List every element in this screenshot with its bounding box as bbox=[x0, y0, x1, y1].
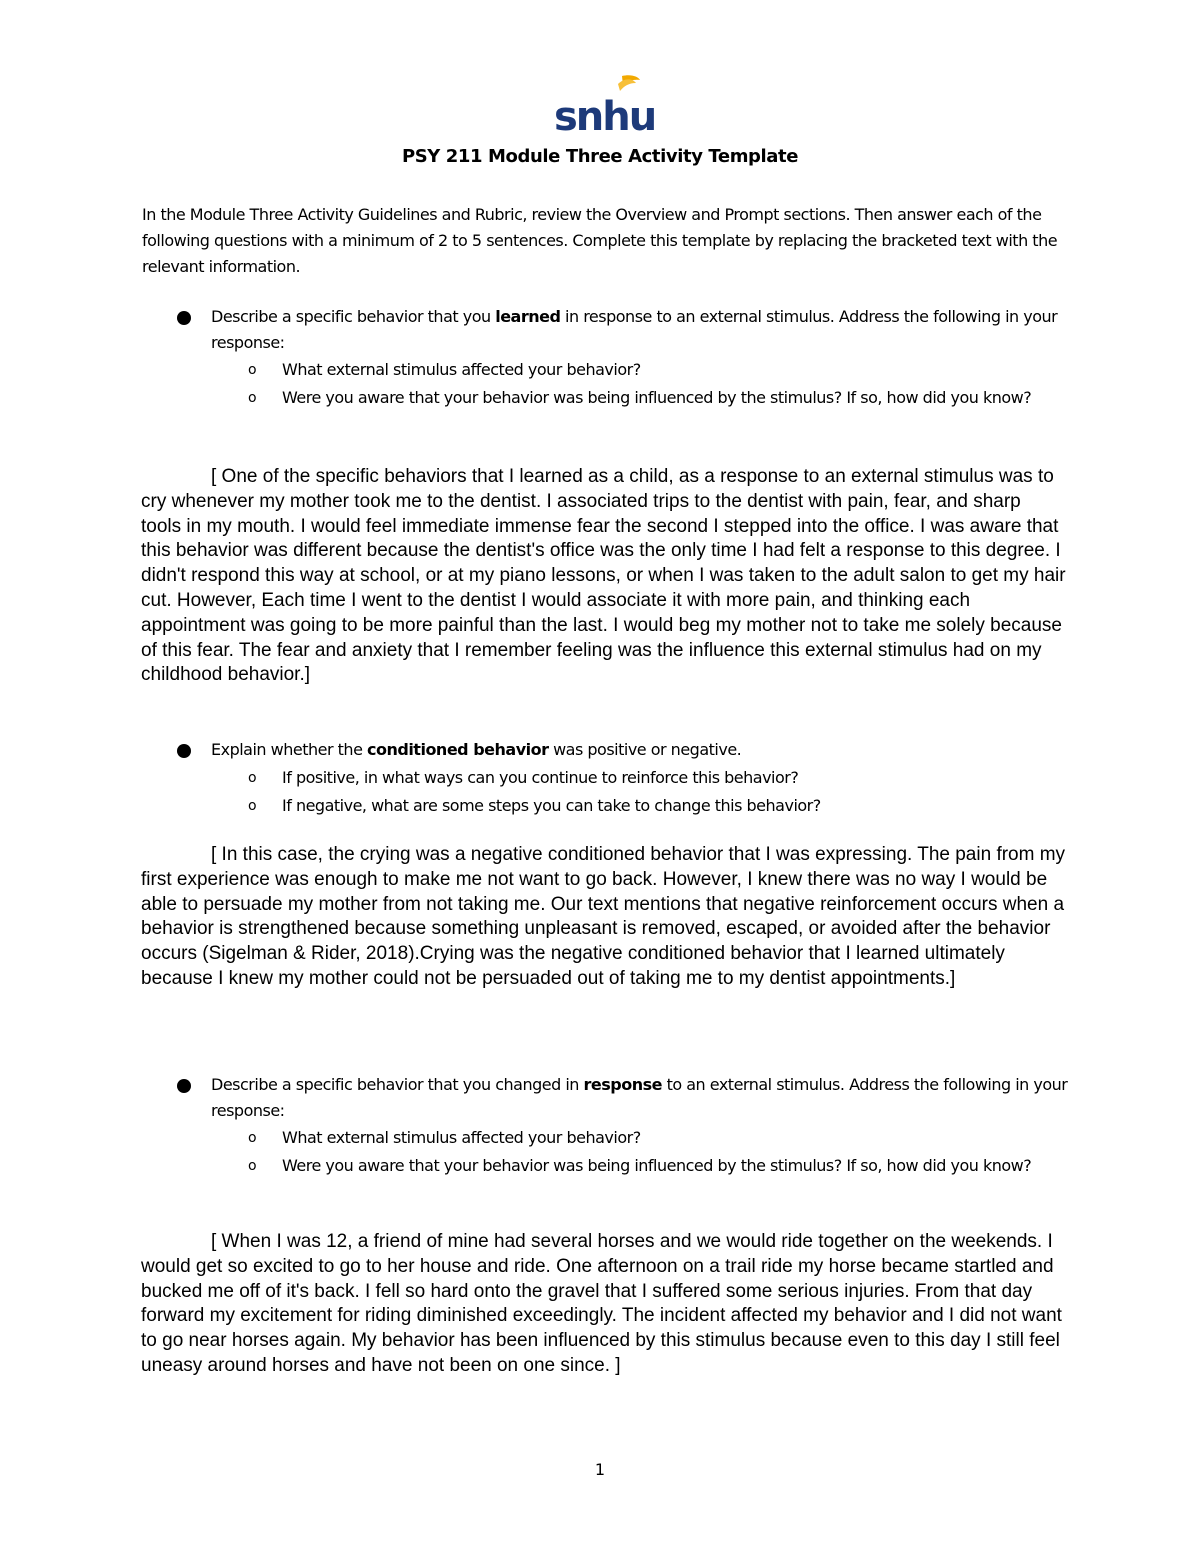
sub-bullet-marker: o bbox=[248, 1130, 257, 1146]
snhu-logo bbox=[552, 72, 656, 140]
sub-bullet-marker: o bbox=[248, 798, 257, 814]
sub-bullet-marker: o bbox=[248, 390, 257, 406]
question-3-sub-2: Were you aware that your behavior was being influenced by the stimulus? If so, how did you know? bbox=[282, 1156, 1032, 1175]
answer-1: [ One of the specific behaviors that I learned as a child, as a response to an external stimulus was to cry whenever my mother took me to the dentist. I associated trips to the dentist with pain, fear, and sharp tools in my mouth. I would feel immediate immense fear the second I stepped into the office. I was aware that this behavior was different because the dentist's office was the only time I had felt a response to this degree. I didn't respond this way at school, or at my piano lessons, or when I was taken to the adult salon to get my hair cut. However, Each time I went to the dentist I would associate it with more pain, and thinking each appointment was going to be more painful than the last. I would beg my mother not to take me solely because of this fear. The fear and anxiety that I remember feeling was the influence this external stimulus had on my childhood behavior.] bbox=[141, 466, 1066, 686]
question-1-sub-1: What external stimulus affected your behavior? bbox=[282, 360, 641, 379]
question-3-bold: response bbox=[583, 1075, 662, 1094]
answer-2: [ In this case, the crying was a negative conditioned behavior that I was expressing. The pain from my first experience was enough to make me not want to go back. However, I knew there was no way I would be able to persuade my mother from not taking me. Our text mentions that negative reinforcement occurs when a behavior is strengthened because something unpleasant is removed, escaped, or avoided after the behavior occurs (Sigelman & Rider, 2018).Crying was the negative conditioned behavior that I learned ultimately because I knew my mother could not be persuaded out of taking me to my dentist appointments.] bbox=[141, 844, 1066, 989]
intro-paragraph: In the Module Three Activity Guidelines and Rubric, review the Overview and Prompt sections. Then answer each of the following questions with a minimum of 2 to 5 sentences. Complete this template by replacing the bracketed text with the relevant information. bbox=[142, 205, 1058, 276]
page-title: PSY 211 Module Three Activity Template bbox=[401, 146, 799, 167]
question-2-sub-2: If negative, what are some steps you can take to change this behavior? bbox=[282, 796, 821, 815]
question-1-text-end: in response to an external stimulus. Address the following in your response: bbox=[211, 307, 1058, 352]
sub-bullet-marker: o bbox=[248, 1158, 257, 1174]
question-2-bold: conditioned behavior bbox=[367, 740, 549, 759]
question-2-text: Explain whether the bbox=[211, 740, 367, 759]
bullet-icon bbox=[177, 1079, 191, 1093]
question-2-sub-1: If positive, in what ways can you continue to reinforce this behavior? bbox=[282, 768, 799, 787]
question-2 bbox=[211, 737, 1071, 763]
question-3-text: Describe a specific behavior that you changed in bbox=[211, 1075, 584, 1094]
sub-bullet-marker: o bbox=[248, 362, 257, 378]
bullet-icon bbox=[177, 744, 191, 758]
question-1 bbox=[211, 304, 1071, 356]
question-3 bbox=[211, 1072, 1071, 1124]
bullet-icon bbox=[177, 311, 191, 325]
page-number: 1 bbox=[594, 1460, 606, 1479]
question-1-text: Describe a specific behavior that you bbox=[211, 307, 496, 326]
sub-bullet-marker: o bbox=[248, 770, 257, 786]
question-2-text-end: was positive or negative. bbox=[548, 740, 742, 759]
logo-text: snhu bbox=[554, 94, 656, 140]
question-1-bold: learned bbox=[495, 307, 561, 326]
question-1-sub-2: Were you aware that your behavior was being influenced by the stimulus? If so, how did you know? bbox=[282, 388, 1032, 407]
question-3-sub-1: What external stimulus affected your behavior? bbox=[282, 1128, 641, 1147]
question-3-text-end: to an external stimulus. Address the following in your response: bbox=[211, 1075, 1068, 1120]
answer-3: [ When I was 12, a friend of mine had several horses and we would ride together on the weekends. I would get so excited to go to her house and ride. One afternoon on a trail ride my horse became startled and bucked me off of it's back. I fell so hard onto the gravel that I suffered some serious injuries. From that day forward my excitement for riding diminished exceedingly. The incident affected my behavior and I did not want to go near horses again. My behavior has been influenced by this stimulus because even to this day I still feel uneasy around horses and have not been on one since. ] bbox=[141, 1231, 1062, 1376]
